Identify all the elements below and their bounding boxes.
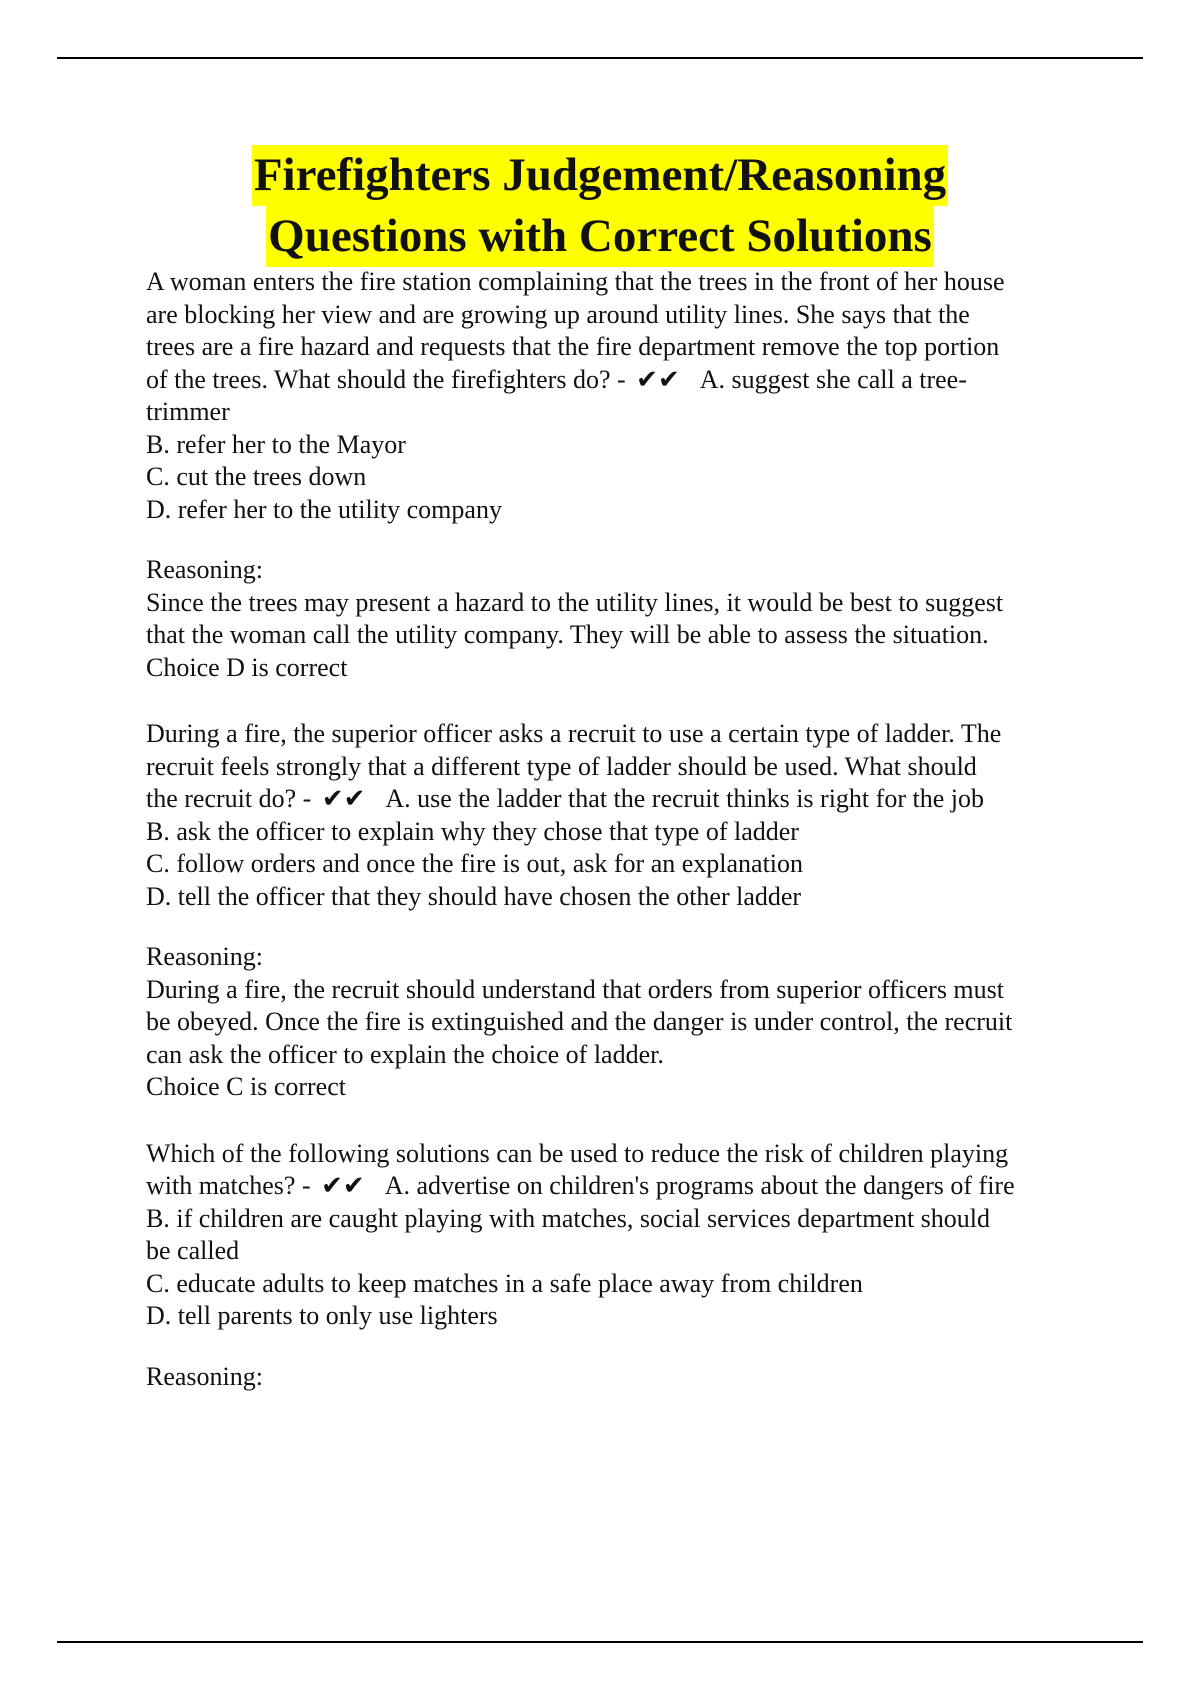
option-a: A. advertise on children's programs about the dangers of fire — [384, 1171, 1015, 1200]
option-c: C. cut the trees down — [146, 462, 367, 491]
option-d: D. tell the officer that they should have chosen the other ladder — [146, 881, 802, 911]
question-stem-line: trees are a fire hazard and requests that the fire department remove the top portion — [146, 332, 1000, 361]
reasoning-line: be obeyed. Once the fire is extinguished and the danger is under control, the recruit — [146, 1007, 1013, 1036]
question-stem-text: with matches? - — [146, 1171, 311, 1200]
option-c: C. follow orders and once the fire is out, ask for an explanation — [146, 849, 804, 878]
question-stem-line: Which of the following solutions can be used to reduce the risk of children playing — [146, 1138, 1009, 1168]
option-d: D. tell parents to only use lighters — [146, 1301, 498, 1330]
reasoning-line: During a fire, the recruit should understand that orders from superior officers must — [146, 974, 1004, 1004]
question-2 — [146, 718, 1096, 1104]
option-a-continuation: trimmer — [146, 397, 230, 426]
reasoning-line: can ask the officer to explain the choice of ladder. — [146, 1039, 664, 1069]
question-stem-line: A woman enters the fire station complaining that the trees in the front of her house — [146, 267, 1005, 296]
document-title — [0, 145, 1200, 267]
check-mark-icon: ✔✔ — [321, 784, 366, 813]
option-b: B. ask the officer to explain why they chose that type of ladder — [146, 816, 799, 846]
question-stem-text: of the trees. What should the firefighters do? - — [146, 364, 626, 394]
question-stem-line — [146, 783, 1096, 816]
reasoning-line: Choice D is correct — [146, 652, 348, 682]
spacer — [146, 1104, 1096, 1138]
question-1 — [146, 266, 1096, 684]
reasoning-line: that the woman call the utility company. They will be able to assess the situation. — [146, 620, 989, 649]
spacer — [146, 526, 1096, 554]
spacer — [146, 684, 1096, 718]
question-stem-line: recruit feels strongly that a different type of ladder should be used. What should — [146, 751, 977, 781]
header-rule — [57, 57, 1143, 59]
footer-rule — [57, 1641, 1143, 1643]
reasoning-label: Reasoning: — [146, 942, 263, 971]
check-mark-icon: ✔✔ — [636, 364, 680, 394]
option-a: A. suggest she call a tree- — [699, 364, 967, 394]
document-body — [146, 266, 1096, 1393]
spacer — [146, 913, 1096, 941]
reasoning-label: Reasoning: — [146, 1361, 263, 1391]
option-d: D. refer her to the utility company — [146, 494, 502, 524]
check-mark-icon: ✔✔ — [321, 1171, 365, 1200]
question-stem-line — [146, 364, 1096, 397]
option-a: A. use the ladder that the recruit thinks is right for the job — [385, 784, 984, 813]
reasoning-line: Choice C is correct — [146, 1072, 346, 1101]
question-stem-line: are blocking her view and are growing up around utility lines. She says that the — [146, 299, 970, 329]
option-b: B. refer her to the Mayor — [146, 429, 406, 459]
title-line-2: Questions with Correct Solutions — [266, 206, 934, 267]
spacer — [146, 1333, 1096, 1361]
option-b: B. if children are caught playing with matches, social services department should — [146, 1203, 991, 1233]
option-c: C. educate adults to keep matches in a safe place away from children — [146, 1268, 863, 1298]
reasoning-line: Since the trees may present a hazard to the utility lines, it would be best to suggest — [146, 587, 1004, 617]
question-stem-text: the recruit do? - — [146, 784, 312, 813]
title-line-1: Firefighters Judgement/Reasoning — [252, 145, 948, 206]
option-b-continuation: be called — [146, 1236, 240, 1265]
reasoning-label: Reasoning: — [146, 555, 263, 584]
question-stem-line: During a fire, the superior officer asks a recruit to use a certain type of ladder. The — [146, 719, 1002, 748]
question-3 — [146, 1138, 1096, 1394]
question-stem-line — [146, 1170, 1096, 1203]
